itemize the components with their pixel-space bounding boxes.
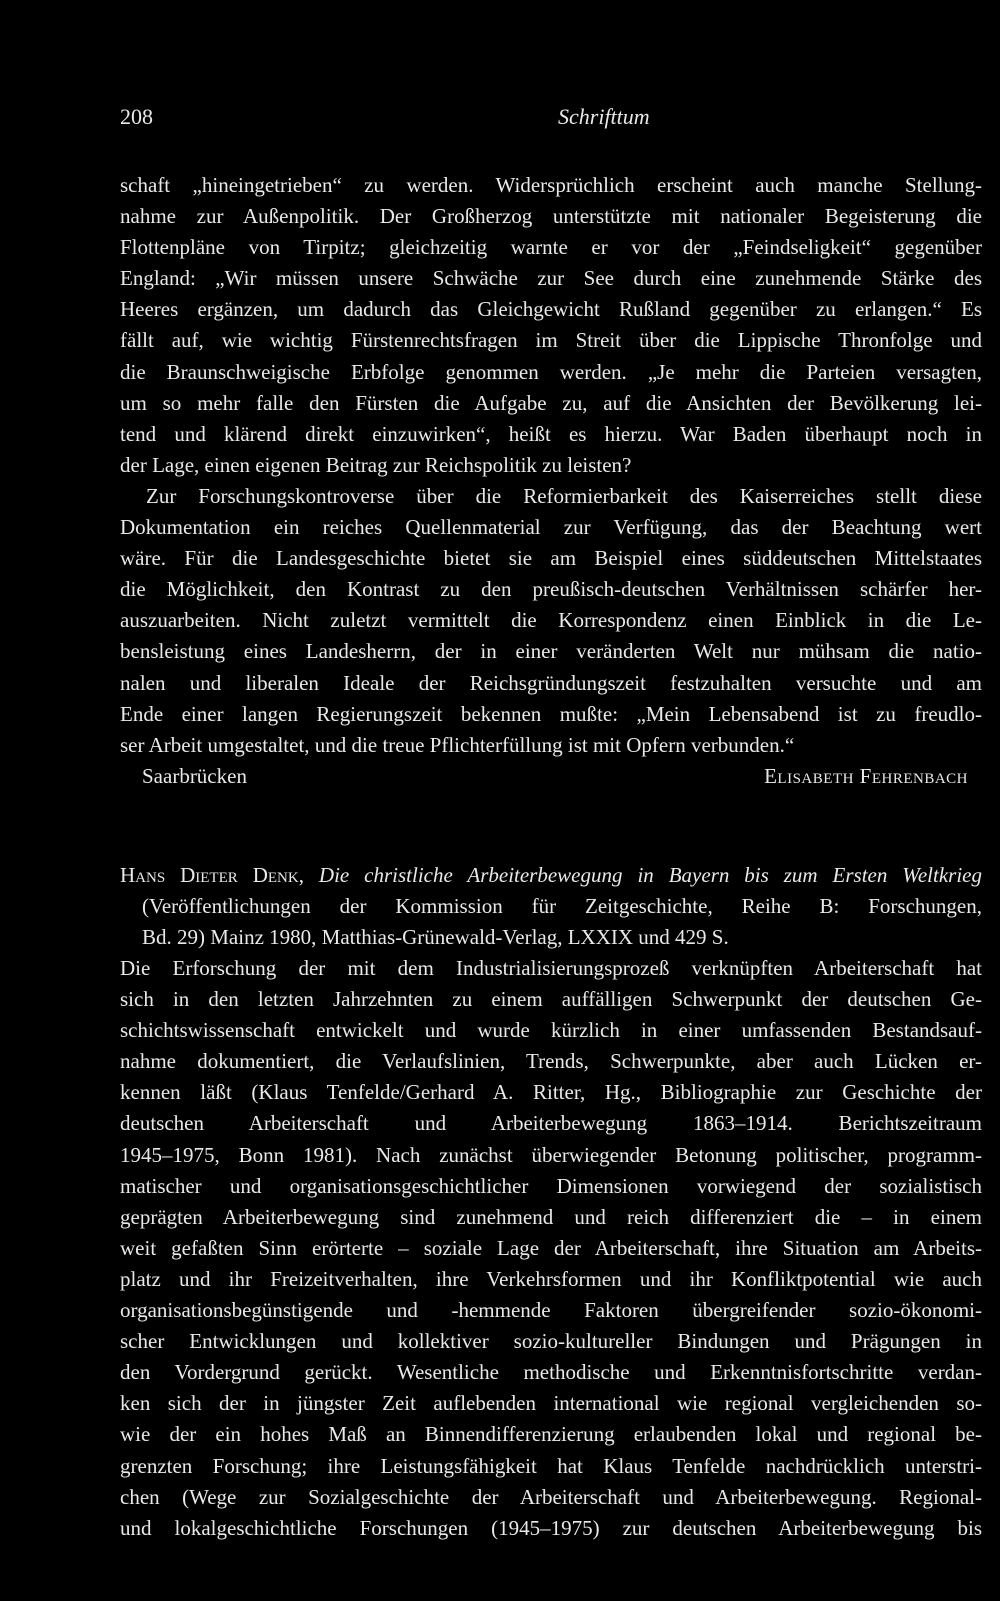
text-line: auszuarbeiten. Nicht zuletzt vermittelt die Korrespondenz einen Einblick in die Le-: [120, 608, 982, 633]
text-line: wie der ein hohes Maß an Binnendifferenzierung erlaubenden lokal und regional be-: [120, 1422, 982, 1447]
review-1-signature: [120, 761, 982, 792]
text-line: deutschen Arbeiterschaft und Arbeiterbewegung 1863–1914. Berichtszeitraum: [120, 1111, 982, 1136]
reference-line: [120, 860, 982, 891]
text-line: matischer und organisationsgeschichtlicher Dimensionen vorwiegend der sozialistisch: [120, 1173, 982, 1198]
review-1-body: [120, 170, 982, 792]
text-line: 1945–1975, Bonn 1981). Nach zunächst überwiegender Betonung politischer, programm-: [120, 1142, 982, 1167]
text-line: der Lage, einen eigenen Beitrag zur Reichspolitik zu leisten?: [120, 452, 632, 477]
text-line: fällt auf, wie wichtig Fürstenrechtsfragen im Streit über die Lippische Thronfolge und: [120, 328, 982, 353]
text-line: nalen und liberalen Ideale der Reichsgründungszeit festzuhalten versuchte und am: [120, 670, 982, 695]
text-line: nahme zur Außenpolitik. Der Großherzog unterstützte mit nationaler Begeisterung die: [120, 204, 982, 229]
reference-line: (Veröffentlichungen der Kommission für Zeitgeschichte, Reihe B: Forschungen,: [142, 894, 982, 919]
text-line: Die Erforschung der mit dem Industrialisierungsprozeß verknüpften Arbeiterschaft hat: [120, 956, 982, 980]
signature-author: Elisabeth Fehrenbach: [764, 763, 968, 788]
text-line: und lokalgeschichtliche Forschungen (1945–1975) zur deutschen Arbeiterbewegung bis: [120, 1515, 982, 1540]
text-line: die Möglichkeit, den Kontrast zu den preußisch-deutschen Verhältnissen schärfer her-: [120, 577, 982, 602]
running-title: Schrifttum: [558, 104, 650, 129]
text-line: weit gefaßten Sinn erörterte – soziale Lage der Arbeiterschaft, ihre Situation am Arbeits-: [120, 1235, 982, 1260]
text-line: chen (Wege zur Sozialgeschichte der Arbeiterschaft und Arbeiterbewegung. Regional-: [120, 1484, 982, 1509]
signature-place: Saarbrücken: [142, 763, 247, 788]
text-line: den Vordergrund gerückt. Wesentliche methodische und Erkenntnisfortschritte verdan-: [120, 1360, 982, 1385]
text-line: kennen läßt (Klaus Tenfelde/Gerhard A. Ritter, Hg., Bibliographie zur Geschichte der: [120, 1080, 982, 1105]
text-line: tend und klärend direkt einzuwirken“, heißt es hierzu. War Baden überhaupt noch in: [120, 421, 982, 446]
review-2-body: [120, 953, 982, 1544]
text-line: scher Entwicklungen und kollektiver sozio-kultureller Bindungen und Prägungen in: [120, 1329, 982, 1354]
reference-title: Die christliche Arbeiterbewegung in Bayern bis zum Ersten Weltkrieg: [318, 863, 982, 887]
page-header: [120, 104, 968, 138]
reference-author: Hans Dieter Denk: [120, 863, 299, 887]
text-line: nahme dokumentiert, die Verlaufslinien, Trends, Schwerpunkte, aber auch Lücken er-: [120, 1049, 982, 1074]
text-line: geprägten Arbeiterbewegung sind zunehmend und reich differenziert die – in einem: [120, 1204, 982, 1229]
text-line: schichtswissenschaft entwickelt und wurde kürzlich in einer umfassenden Bestandsauf-: [120, 1018, 982, 1043]
review-2-reference: [120, 860, 982, 953]
text-line: organisationsbegünstigende und -hemmende Faktoren übergreifender sozio-ökonomi-: [120, 1298, 982, 1323]
text-line: schaft „hineingetrieben“ zu werden. Widersprüchlich erscheint auch manche Stellung-: [120, 173, 982, 197]
reference-line: Bd. 29) Mainz 1980, Matthias-Grünewald-Verlag, LXXIX und 429 S.: [142, 925, 729, 950]
text-line: um so mehr falle den Fürsten die Aufgabe zu, auf die Ansichten der Bevölkerung lei-: [120, 390, 982, 415]
text-line: Zur Forschungskontroverse über die Reformierbarkeit des Kaiserreiches stellt diese: [146, 483, 982, 508]
text-line: Flottenpläne von Tirpitz; gleichzeitig warnte er vor der „Feindseligkeit“ gegenüber: [120, 235, 982, 260]
text-line: wäre. Für die Landesgeschichte bietet sie am Beispiel eines süddeutschen Mittelstaates: [120, 546, 982, 571]
text-line: sich in den letzten Jahrzehnten zu einem auffälligen Schwerpunkt der deutschen Ge-: [120, 987, 982, 1012]
text-line: ken sich der in jüngster Zeit auflebenden international wie regional vergleichenden so-: [120, 1391, 982, 1416]
reference-separator: ,: [298, 863, 319, 887]
text-line: ser Arbeit umgestaltet, und die treue Pflichterfüllung ist mit Opfern verbunden.“: [120, 732, 795, 757]
text-line: bensleistung eines Landesherrn, der in einer veränderten Welt nur mühsam die natio-: [120, 639, 982, 664]
text-line: grenzten Forschung; ihre Leistungsfähigkeit hat Klaus Tenfelde nachdrücklich unterstri-: [120, 1453, 982, 1478]
text-line: Dokumentation ein reiches Quellenmaterial zur Verfügung, das der Beachtung wert: [120, 515, 982, 540]
text-line: Ende einer langen Regierungszeit bekennen mußte: „Mein Lebensabend ist zu freudlo-: [120, 701, 982, 726]
page-number: 208: [120, 104, 153, 129]
text-line: Heeres ergänzen, um dadurch das Gleichgewicht Rußland gegenüber zu erlangen.“ Es: [120, 297, 982, 322]
text-line: platz und ihr Freizeitverhalten, ihre Verkehrsformen und ihr Konfliktpotential wie auch: [120, 1266, 982, 1291]
text-line: England: „Wir müssen unsere Schwäche zur See durch eine zunehmende Stärke des: [120, 266, 982, 291]
text-line: die Braunschweigische Erbfolge genommen werden. „Je mehr die Parteien versagten,: [120, 359, 982, 384]
